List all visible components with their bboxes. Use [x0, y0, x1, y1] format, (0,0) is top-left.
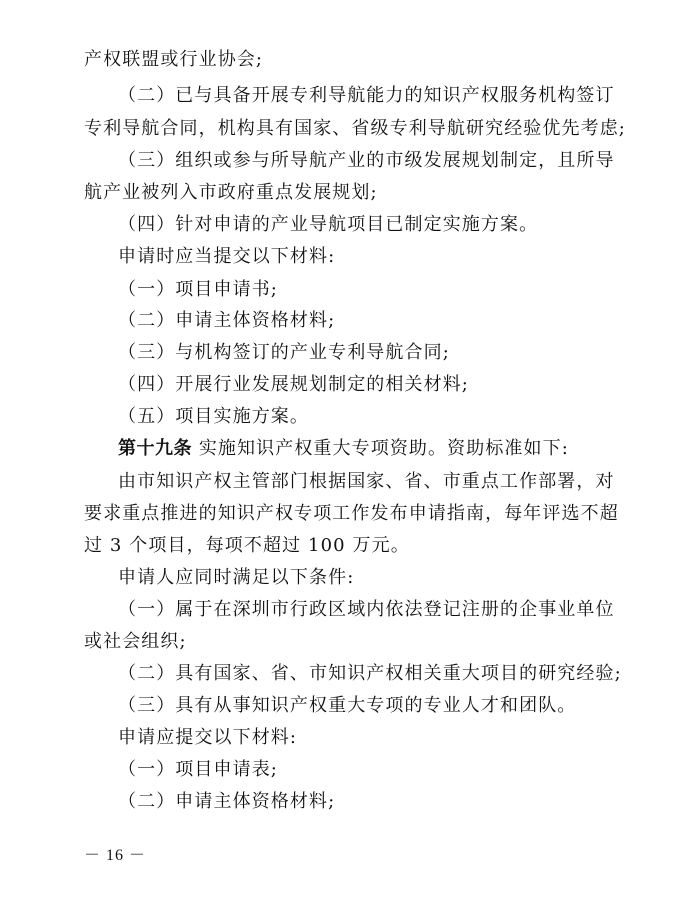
article-text: 实施知识产权重大专项资助。资助标准如下: [198, 438, 569, 459]
text-line: 航产业被列入市政府重点发展规划; [84, 182, 378, 203]
text-line: 要求重点推进的知识产权专项工作发布申请指南，每年评选不超 [84, 503, 619, 524]
list-item: （三）具有从事知识产权重大专项的专业人才和团队。 [118, 695, 577, 716]
text-line: 或社会组织; [84, 631, 187, 652]
article-line [0, 437, 679, 461]
list-item: （二）申请主体资格材料; [118, 791, 336, 812]
list-item: （二）具有国家、省、市知识产权相关重大项目的研究经验; [118, 663, 622, 684]
text-line: 申请时应当提交以下材料: [118, 246, 336, 267]
article-heading: 第十九条 [118, 438, 192, 459]
list-item: （一）项目申请书; [118, 279, 278, 300]
text-line: 产权联盟或行业协会; [84, 49, 264, 70]
text-line: 过 3 个项目，每项不超过 100 万元。 [84, 535, 410, 556]
text-line: 由市知识产权主管部门根据国家、省、市重点工作部署，对 [118, 471, 615, 492]
list-item: （四）开展行业发展规划制定的相关材料; [118, 374, 469, 395]
text-line: （三）组织或参与所导航产业的市级发展规划制定，且所导 [118, 150, 615, 171]
text-line: 申请应提交以下材料: [118, 727, 298, 748]
list-item: （三）与机构签订的产业专利导航合同; [118, 342, 450, 363]
text-line: （二）已与具备开展专利导航能力的知识产权服务机构签订 [118, 85, 615, 106]
list-item: （二）申请主体资格材料; [118, 310, 336, 331]
text-line: 申请人应同时满足以下条件: [118, 567, 355, 588]
list-item: （一）属于在深圳市行政区域内依法登记注册的企事业单位 [118, 599, 615, 620]
list-item: （一）项目申请表; [118, 759, 278, 780]
list-item: （五）项目实施方案。 [118, 406, 309, 427]
text-line: （四）针对申请的产业导航项目已制定实施方案。 [118, 214, 539, 235]
text-line: 专利导航合同，机构具有国家、省级专利导航研究经验优先考虑; [84, 118, 626, 139]
page-number: － 16 － [84, 847, 147, 864]
